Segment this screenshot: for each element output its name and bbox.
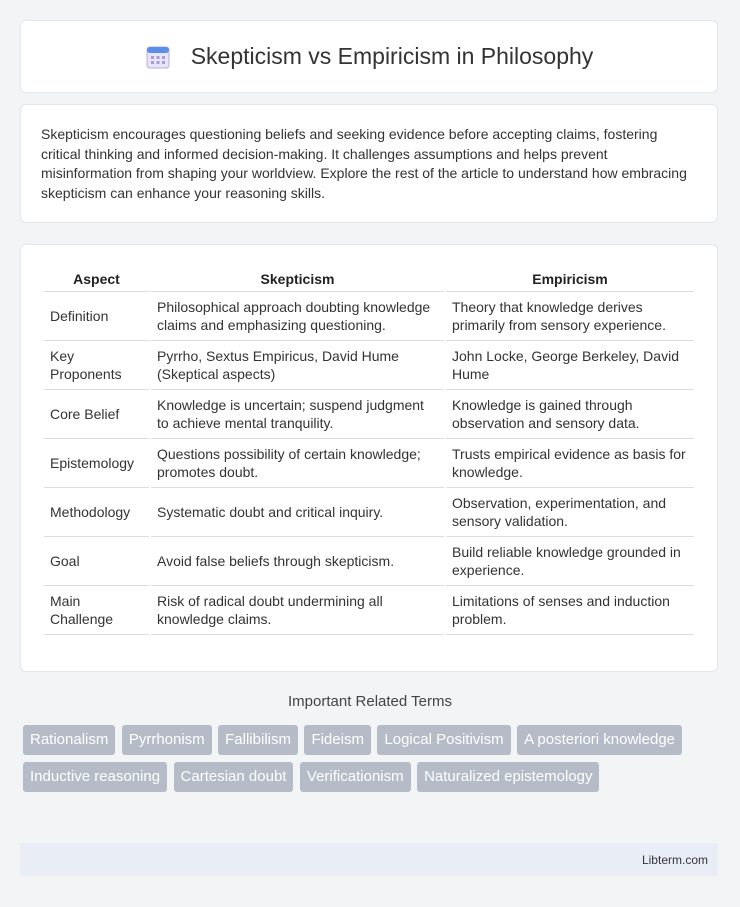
tag-fideism[interactable]: Fideism (304, 725, 371, 755)
skepticism-cell: Pyrrho, Sextus Empiricus, David Hume (Skeptical aspects) (151, 341, 444, 390)
aspect-cell: Key Proponents (44, 341, 149, 390)
tag-fallibilism[interactable]: Fallibilism (218, 725, 298, 755)
table-row (44, 292, 694, 341)
aspect-cell: Core Belief (44, 390, 149, 439)
tag-logical-positivism[interactable]: Logical Positivism (377, 725, 510, 755)
aspect-cell: Methodology (44, 488, 149, 537)
intro-card (20, 104, 718, 223)
table-row (44, 586, 694, 635)
table-header-row (44, 265, 694, 292)
empiricism-cell: John Locke, George Berkeley, David Hume (446, 341, 694, 390)
table-row (44, 537, 694, 586)
tag-a-posteriori-knowledge[interactable]: A posteriori knowledge (517, 725, 682, 755)
tag-verificationism[interactable]: Verificationism (300, 762, 411, 792)
comparison-table (42, 265, 696, 635)
empiricism-cell: Theory that knowledge derives primarily from sensory experience. (446, 292, 694, 341)
page-title: Skepticism vs Empiricism in Philosophy (190, 43, 594, 69)
tag-rationalism[interactable]: Rationalism (23, 725, 115, 755)
empiricism-cell: Observation, experimentation, and sensory validation. (446, 488, 694, 537)
header-aspect: Aspect (44, 265, 149, 292)
calendar-icon (145, 44, 171, 70)
header-skepticism: Skepticism (151, 265, 444, 292)
tag-cartesian-doubt[interactable]: Cartesian doubt (174, 762, 294, 792)
skepticism-cell: Questions possibility of certain knowledge; promotes doubt. (151, 439, 444, 488)
table-row (44, 488, 694, 537)
skepticism-cell: Philosophical approach doubting knowledge claims and emphasizing questioning. (151, 292, 444, 341)
tag-naturalized-epistemology[interactable]: Naturalized epistemology (417, 762, 599, 792)
comparison-table-card (20, 244, 718, 672)
intro-text: Skepticism encourages questioning beliefs and seeking evidence before accepting claims, fostering critical thinking and informed decision-making. It challenges assumptions and helps prevent misinformation from shaping your worldview. Explore the rest of the article to understand how embracing skepticism can enhance your reasoning skills. (41, 126, 687, 201)
aspect-cell: Definition (44, 292, 149, 341)
table-row (44, 439, 694, 488)
empiricism-cell: Knowledge is gained through observation and sensory data. (446, 390, 694, 439)
related-terms-title: Important Related Terms (288, 693, 452, 710)
aspect-cell: Main Challenge (44, 586, 149, 635)
footer (20, 843, 718, 876)
tag-pyrrhonism[interactable]: Pyrrhonism (122, 725, 212, 755)
tag-inductive-reasoning[interactable]: Inductive reasoning (23, 762, 167, 792)
table-row (44, 341, 694, 390)
empiricism-cell: Trusts empirical evidence as basis for knowledge. (446, 439, 694, 488)
aspect-cell: Epistemology (44, 439, 149, 488)
title-card (20, 20, 718, 93)
header-empiricism: Empiricism (446, 265, 694, 292)
skepticism-cell: Knowledge is uncertain; suspend judgment to achieve mental tranquility. (151, 390, 444, 439)
table-row (44, 390, 694, 439)
skepticism-cell: Avoid false beliefs through skepticism. (151, 537, 444, 586)
empiricism-cell: Limitations of senses and induction problem. (446, 586, 694, 635)
related-terms-tags (23, 725, 723, 799)
empiricism-cell: Build reliable knowledge grounded in experience. (446, 537, 694, 586)
skepticism-cell: Risk of radical doubt undermining all knowledge claims. (151, 586, 444, 635)
footer-site-link[interactable]: Libterm.com (641, 852, 708, 867)
skepticism-cell: Systematic doubt and critical inquiry. (151, 488, 444, 537)
aspect-cell: Goal (44, 537, 149, 586)
